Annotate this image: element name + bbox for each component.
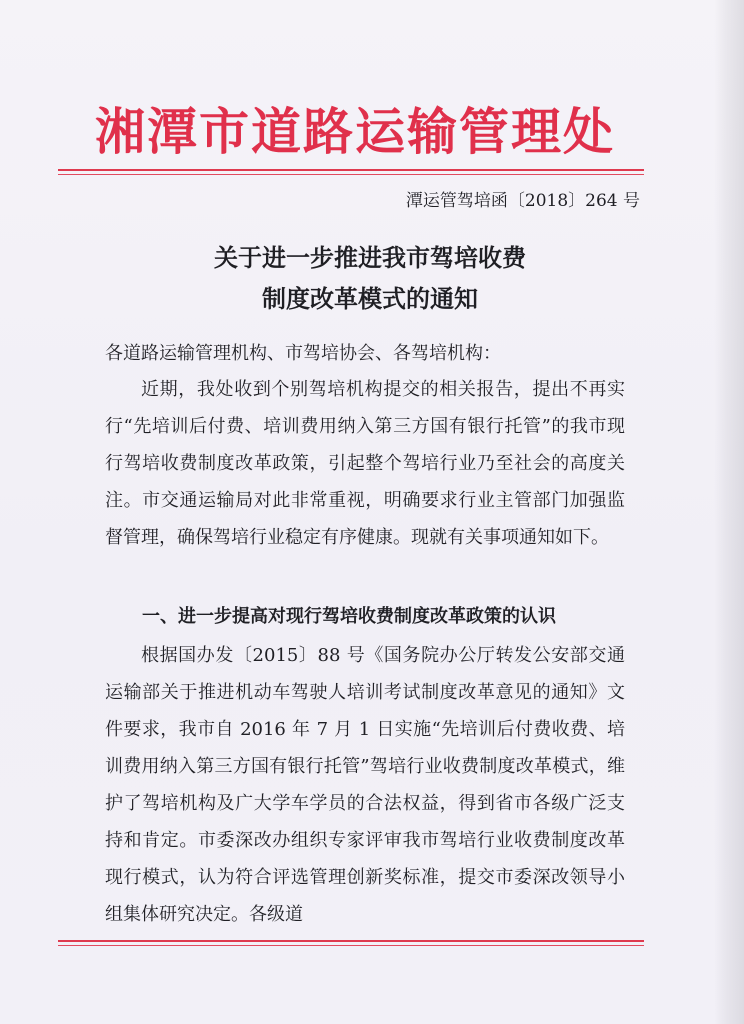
page-edge-shadow <box>714 0 744 1024</box>
bottom-red-rule <box>58 940 644 942</box>
salutation: 各道路运输管理机构、市驾培协会、各驾培机构： <box>105 343 501 364</box>
top-red-rule-secondary <box>58 174 644 175</box>
top-red-rule <box>58 169 644 171</box>
notice-title-line-1: 关于进一步推进我市驾培收费 <box>214 243 526 272</box>
bottom-red-rule-secondary <box>58 945 644 946</box>
document-number: 潭运管驾培函〔2018〕264 号 <box>405 191 640 211</box>
notice-title-line-2: 制度改革模式的通知 <box>262 284 478 313</box>
org-header-title: 湘潭市道路运输管理处 <box>95 102 615 161</box>
section-heading-1: 一、进一步提高对现行驾培收费制度改革政策的认识 <box>142 606 556 627</box>
body-paragraph-1: 近期，我处收到个别驾培机构提交的相关报告，提出不再实行“先培训后付费、培训费用纳入第三方国有银行托管”的我市现行驾培收费制度改革政策，引起整个驾培行业乃至社会的高度关注。市交通运输局对此非常重视，明确要求行业主管部门加强监督管理，确保驾培行业稳定有序健康。现就有关事项通知如下。 <box>105 379 625 548</box>
section-paragraph-1: 根据国办发〔2015〕88 号《国务院办公厅转发公安部交通运输部关于推进机动车驾驶人培训考试制度改革意见的通知》文件要求，我市自 2016 年 7 月 1 日实施“先培训后付费收费、培训费用纳入第三方国有银行托管”驾培行业收费制度改革模式，维护了驾培机构及广大学车学员的合法权益，得到省市各级广泛支持和肯定。市委深改办组织专家评审我市驾培行业收费制度改革现行模式，认为符合评选管理创新奖标准，提交市委深改领导小组集体研究决定。各级道 <box>105 645 625 925</box>
